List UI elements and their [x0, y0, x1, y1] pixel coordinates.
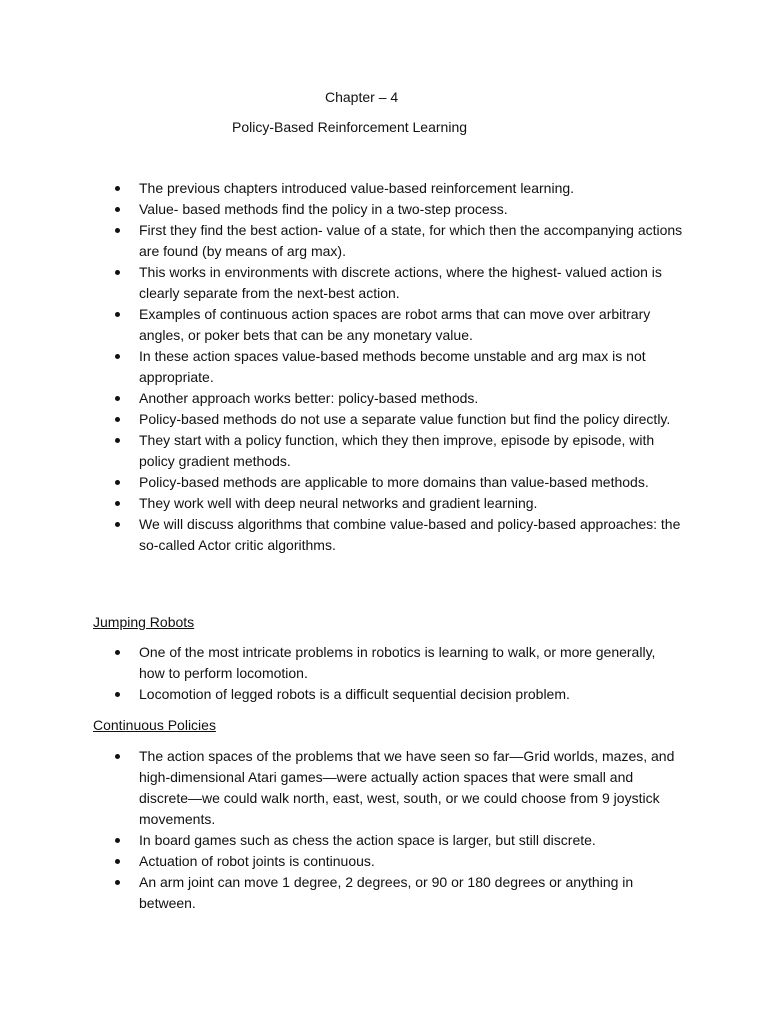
- bullet-icon: [115, 650, 120, 655]
- list-item: [93, 472, 683, 493]
- list-item-text: Policy-based methods do not use a separate value function but find the policy directly.: [139, 411, 671, 427]
- list-item: [93, 220, 683, 262]
- bullet-icon: [115, 859, 120, 864]
- list-item-text: We will discuss algorithms that combine value-based and policy-based approaches: the so-called Actor critic algorithms.: [139, 516, 681, 553]
- list-item: [93, 642, 683, 684]
- list-item-text: An arm joint can move 1 degree, 2 degrees, or 90 or 180 degrees or anything in between.: [139, 874, 634, 911]
- list-item: [93, 493, 683, 514]
- list-item-text: This works in environments with discrete actions, where the highest- valued action is clearly separate from the next-best action.: [139, 264, 662, 301]
- bullet-icon: [115, 207, 120, 212]
- list-item-text: Another approach works better: policy-based methods.: [139, 390, 479, 406]
- list-item-text: In these action spaces value-based methods become unstable and arg max is not appropriate.: [139, 348, 646, 385]
- jumping-robots-heading: Jumping Robots: [93, 614, 195, 630]
- list-item: [93, 684, 683, 705]
- chapter-title: Policy-Based Reinforcement Learning: [232, 119, 468, 135]
- list-item: [93, 262, 683, 304]
- continuous-policies-heading: Continuous Policies: [93, 717, 216, 733]
- list-item: [93, 388, 683, 409]
- chapter-label: Chapter – 4: [325, 89, 399, 105]
- intro-bullet-list: [93, 178, 683, 556]
- list-item-text: Value- based methods find the policy in a two-step process.: [139, 201, 508, 217]
- bullet-icon: [115, 501, 120, 506]
- bullet-icon: [115, 838, 120, 843]
- jumping-robots-heading-block: [93, 612, 683, 632]
- list-item-text: The action spaces of the problems that we have seen so far—Grid worlds, mazes, and high-dimensional Atari games—were actually action spaces that were small and discrete—we could walk north, east, west, south, or we could choose from 9 joystick movements.: [139, 748, 675, 827]
- continuous-policies-bullet-list: [93, 746, 683, 914]
- bullet-icon: [115, 480, 120, 485]
- list-item: [93, 830, 683, 851]
- list-item-text: One of the most intricate problems in robotics is learning to walk, or more generally, how to perform locomotion.: [139, 644, 656, 681]
- list-item-text: Examples of continuous action spaces are robot arms that can move over arbitrary angles, or poker bets that can be any monetary value.: [139, 306, 651, 343]
- bullet-icon: [115, 312, 120, 317]
- jumping-robots-bullet-list: [93, 642, 683, 705]
- list-item-text: First they find the best action- value of a state, for which then the accompanying actions are found (by means of arg max).: [139, 222, 683, 259]
- list-item-text: They work well with deep neural networks and gradient learning.: [139, 495, 538, 511]
- list-item-text: Policy-based methods are applicable to more domains than value-based methods.: [139, 474, 649, 490]
- list-item: [93, 746, 683, 830]
- list-item: [93, 178, 683, 199]
- list-item-text: They start with a policy function, which they then improve, episode by episode, with policy gradient methods.: [139, 432, 655, 469]
- list-item: [93, 346, 683, 388]
- bullet-icon: [115, 522, 120, 527]
- intro-section: [93, 178, 683, 556]
- bullet-icon: [115, 270, 120, 275]
- list-item-text: Locomotion of legged robots is a difficult sequential decision problem.: [139, 686, 570, 702]
- list-item: [93, 514, 683, 556]
- bullet-icon: [115, 754, 120, 759]
- bullet-icon: [115, 692, 120, 697]
- bullet-icon: [115, 354, 120, 359]
- list-item-text: Actuation of robot joints is continuous.: [139, 853, 375, 869]
- list-item: [93, 199, 683, 220]
- list-item-text: In board games such as chess the action space is larger, but still discrete.: [139, 832, 596, 848]
- list-item: [93, 409, 683, 430]
- list-item: [93, 430, 683, 472]
- bullet-icon: [115, 228, 120, 233]
- list-item: [93, 872, 683, 914]
- list-item-text: The previous chapters introduced value-based reinforcement learning.: [139, 180, 575, 196]
- jumping-robots-section: [93, 642, 683, 705]
- bullet-icon: [115, 880, 120, 885]
- bullet-icon: [115, 396, 120, 401]
- continuous-policies-section: [93, 746, 683, 914]
- bullet-icon: [115, 417, 120, 422]
- list-item: [93, 851, 683, 872]
- bullet-icon: [115, 438, 120, 443]
- bullet-icon: [115, 186, 120, 191]
- continuous-policies-heading-block: [93, 715, 683, 735]
- list-item: [93, 304, 683, 346]
